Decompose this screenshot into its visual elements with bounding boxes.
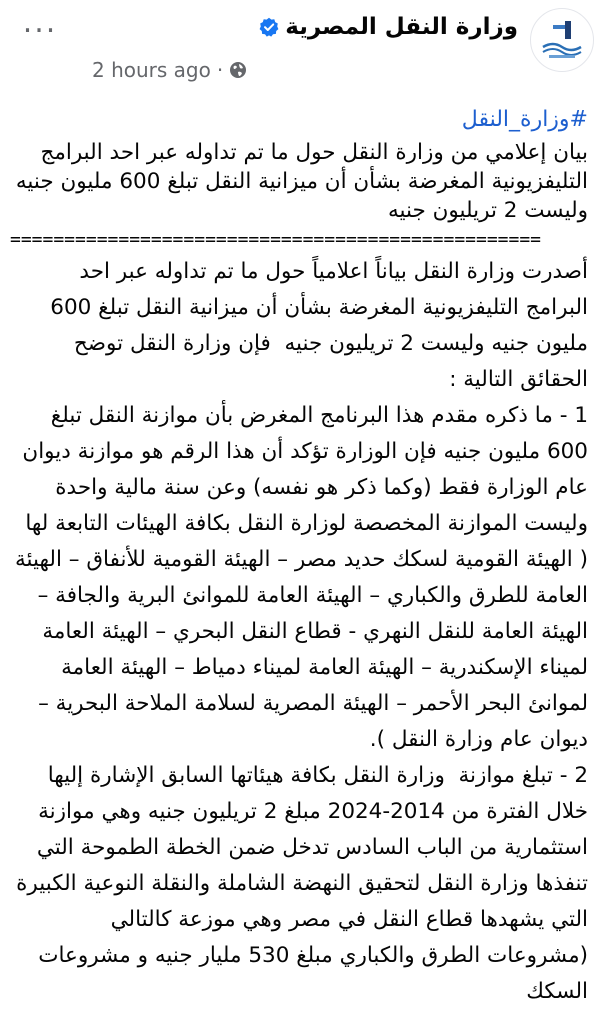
globe-icon [229, 61, 247, 79]
post-header [0, 0, 606, 100]
meta-separator: · [216, 58, 224, 82]
hashtag-link[interactable]: #وزارة_النقل [461, 107, 588, 132]
post-paragraph-1: أصدرت وزارة النقل بياناً اعلامياً حول ما تم تداوله عبر احد البرامج التليفزيونية المغرضة بشأن أن ميزانية النقل تبلغ 600 مليون جنيه وليست 2 تريليون جنيه فإن وزارة النقل توضح الحقائق التالية : [43, 259, 588, 392]
post-point-1: 1 - ما ذكره مقدم هذا البرنامج المغرض بأن موازنة النقل تبلغ 600 مليون جنيه فإن الوزارة تؤكد أن هذا الرقم هو موازنة ديوان عام الوزارة فقط (وكما ذكر هو نفسه) وعن سنة مالية واحدة وليست الموازنة المخصصة لوزارة النقل بكافة الهيئات التابعة لها ( الهيئة القومية لسكك حديد مصر – الهيئة القومية للأنفاق – الهيئة العامة للطرق والكباري – الهيئة العامة للموانئ البرية والجافة – الهيئة العامة للنقل النهري - قطاع النقل البحري – الهيئة العامة لميناء الإسكندرية – الهيئة العامة لميناء دمياط – الهيئة العامة لموانئ البحر الأحمر – الهيئة المصرية لسلامة الملاحة البحرية – ديوان عام وزارة النقل ). [8, 403, 588, 752]
post-meta [92, 58, 247, 82]
more-options-icon[interactable]: ... [22, 5, 58, 40]
page-name-row [259, 14, 518, 40]
page-name[interactable]: وزارة النقل المصرية [285, 14, 518, 40]
post-time[interactable]: 2 hours ago [92, 58, 211, 82]
post-body [8, 105, 588, 1010]
ministry-logo [531, 9, 593, 71]
more-options-button[interactable] [20, 5, 60, 50]
page-avatar[interactable] [530, 8, 594, 72]
post-point-2: 2 - تبلغ موازنة وزارة النقل بكافة هيئاتها السابق الإشارة إليها خلال الفترة من 2014-2024 مبلغ 2 تريليون جنيه وهي موازنة استثمارية من الباب السادس تدخل ضمن الخطة الطموحة التي تنفذها وزارة النقل لتحقيق النهضة الشاملة والنقلة النوعية الكبيرة التي يشهدها قطاع النقل في مصر وهي موزعة كالتالي (مشروعات الطرق والكباري مبلغ 530 مليار جنيه و مشروعات السكك [9, 763, 588, 1004]
post-intro: بيان إعلامي من وزارة النقل حول ما تم تداوله عبر احد البرامج التليفزيونية المغرضة بشأن أن ميزانية النقل تبلغ 600 مليون جنيه وليست 2 تريليون جنيه [9, 140, 588, 223]
text-divider: ================================================= [10, 229, 542, 250]
verified-badge-icon [259, 17, 279, 37]
